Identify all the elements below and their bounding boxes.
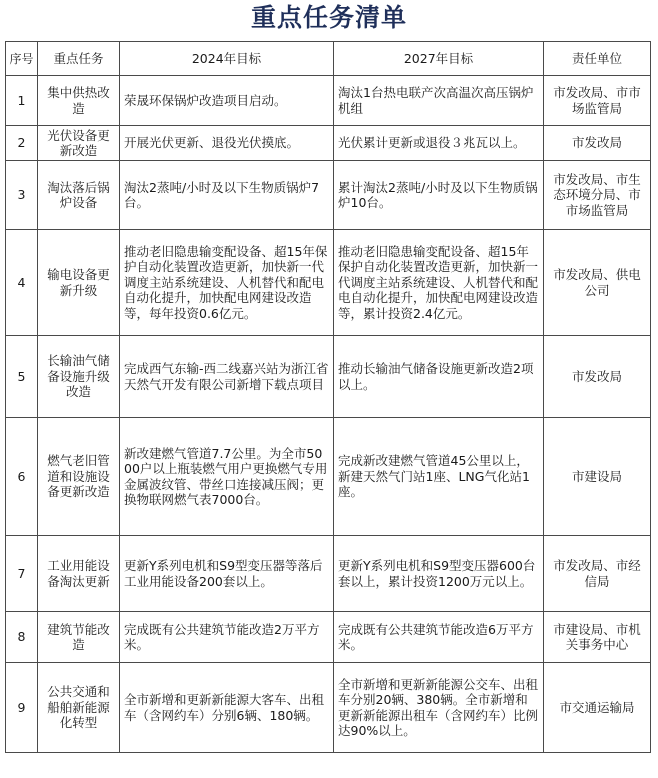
cell-unit: 市发改局 bbox=[544, 336, 651, 418]
cell-task: 工业用能设备淘汰更新 bbox=[38, 536, 120, 612]
cell-task: 集中供热改造 bbox=[38, 76, 120, 126]
cell-goal-2027: 全市新增和更新新能源公交车、出租车分别20辆、380辆。全市新增和更新新能源出租车（含网约车）比例达90%以上。 bbox=[334, 663, 544, 753]
header-goal-2027: 2027年目标 bbox=[334, 42, 544, 76]
cell-task: 公共交通和船舶新能源化转型 bbox=[38, 663, 120, 753]
cell-unit: 市发改局 bbox=[544, 126, 651, 161]
cell-unit: 市发改局、市市场监管局 bbox=[544, 76, 651, 126]
table-row bbox=[6, 336, 651, 418]
cell-goal-2027: 推动长输油气储备设施更新改造2项以上。 bbox=[334, 336, 544, 418]
header-unit: 责任单位 bbox=[544, 42, 651, 76]
cell-unit: 市发改局、供电公司 bbox=[544, 230, 651, 336]
cell-goal-2024: 新改建燃气管道7.7公里。为全市5000户以上瓶装燃气用户更换燃气专用金属波纹管、带丝口连接减压阀；更换物联网燃气表7000台。 bbox=[120, 418, 334, 536]
table-row bbox=[6, 76, 651, 126]
cell-goal-2024: 更新Y系列电机和S9型变压器等落后工业用能设备200套以上。 bbox=[120, 536, 334, 612]
table-row bbox=[6, 536, 651, 612]
cell-goal-2027: 更新Y系列电机和S9型变压器600台套以上，累计投资1200万元以上。 bbox=[334, 536, 544, 612]
cell-unit: 市发改局、市生态环境分局、市市场监管局 bbox=[544, 161, 651, 230]
cell-goal-2027: 完成既有公共建筑节能改造6万平方米。 bbox=[334, 612, 544, 663]
cell-goal-2024: 淘汰2蒸吨/小时及以下生物质锅炉7台。 bbox=[120, 161, 334, 230]
header-no: 序号 bbox=[6, 42, 38, 76]
cell-no: 4 bbox=[6, 230, 38, 336]
cell-unit: 市交通运输局 bbox=[544, 663, 651, 753]
cell-task: 光伏设备更新改造 bbox=[38, 126, 120, 161]
cell-task: 长输油气储备设施升级改造 bbox=[38, 336, 120, 418]
cell-goal-2024: 完成既有公共建筑节能改造2万平方米。 bbox=[120, 612, 334, 663]
cell-no: 3 bbox=[6, 161, 38, 230]
cell-no: 2 bbox=[6, 126, 38, 161]
table-row bbox=[6, 161, 651, 230]
cell-task: 淘汰落后锅炉设备 bbox=[38, 161, 120, 230]
cell-unit: 市建设局 bbox=[544, 418, 651, 536]
cell-task: 建筑节能改造 bbox=[38, 612, 120, 663]
cell-unit: 市发改局、市经信局 bbox=[544, 536, 651, 612]
cell-goal-2027: 淘汰1台热电联产次高温次高压锅炉机组 bbox=[334, 76, 544, 126]
cell-no: 5 bbox=[6, 336, 38, 418]
cell-task: 燃气老旧管道和设施设备更新改造 bbox=[38, 418, 120, 536]
cell-goal-2024: 推动老旧隐患输变配设备、超15年保护自动化装置改造更新，加快新一代调度主站系统建设、人机替代和配电自动化提升，加快配电网建设改造等，每年投资0.6亿元。 bbox=[120, 230, 334, 336]
cell-goal-2024: 荣晟环保锅炉改造项目启动。 bbox=[120, 76, 334, 126]
cell-goal-2027: 推动老旧隐患输变配设备、超15年保护自动化装置改造更新，加快新一代调度主站系统建设、人机替代和配电自动化提升，加快配电网建设改造等，累计投资2.4亿元。 bbox=[334, 230, 544, 336]
cell-no: 6 bbox=[6, 418, 38, 536]
cell-no: 1 bbox=[6, 76, 38, 126]
cell-goal-2027: 累计淘汰2蒸吨/小时及以下生物质锅炉10台。 bbox=[334, 161, 544, 230]
cell-goal-2024: 全市新增和更新新能源大客车、出租车（含网约车）分别6辆、180辆。 bbox=[120, 663, 334, 753]
cell-no: 8 bbox=[6, 612, 38, 663]
table-header-row bbox=[6, 42, 651, 76]
cell-goal-2024: 开展光伏更新、退役光伏摸底。 bbox=[120, 126, 334, 161]
table-row bbox=[6, 418, 651, 536]
cell-no: 9 bbox=[6, 663, 38, 753]
table-row bbox=[6, 230, 651, 336]
header-goal-2024: 2024年目标 bbox=[120, 42, 334, 76]
table-row bbox=[6, 126, 651, 161]
cell-goal-2027: 完成新改建燃气管道45公里以上，新建天然气门站1座、LNG气化站1座。 bbox=[334, 418, 544, 536]
task-table bbox=[5, 41, 651, 753]
header-task: 重点任务 bbox=[38, 42, 120, 76]
cell-unit: 市建设局、市机关事务中心 bbox=[544, 612, 651, 663]
table-row bbox=[6, 663, 651, 753]
cell-task: 输电设备更新升级 bbox=[38, 230, 120, 336]
cell-no: 7 bbox=[6, 536, 38, 612]
page-title: 重点任务清单 bbox=[250, 3, 407, 32]
cell-goal-2024: 完成西气东输-西二线嘉兴站为浙江省天然气开发有限公司新增下载点项目 bbox=[120, 336, 334, 418]
table-row bbox=[6, 612, 651, 663]
cell-goal-2027: 光伏累计更新或退役３兆瓦以上。 bbox=[334, 126, 544, 161]
